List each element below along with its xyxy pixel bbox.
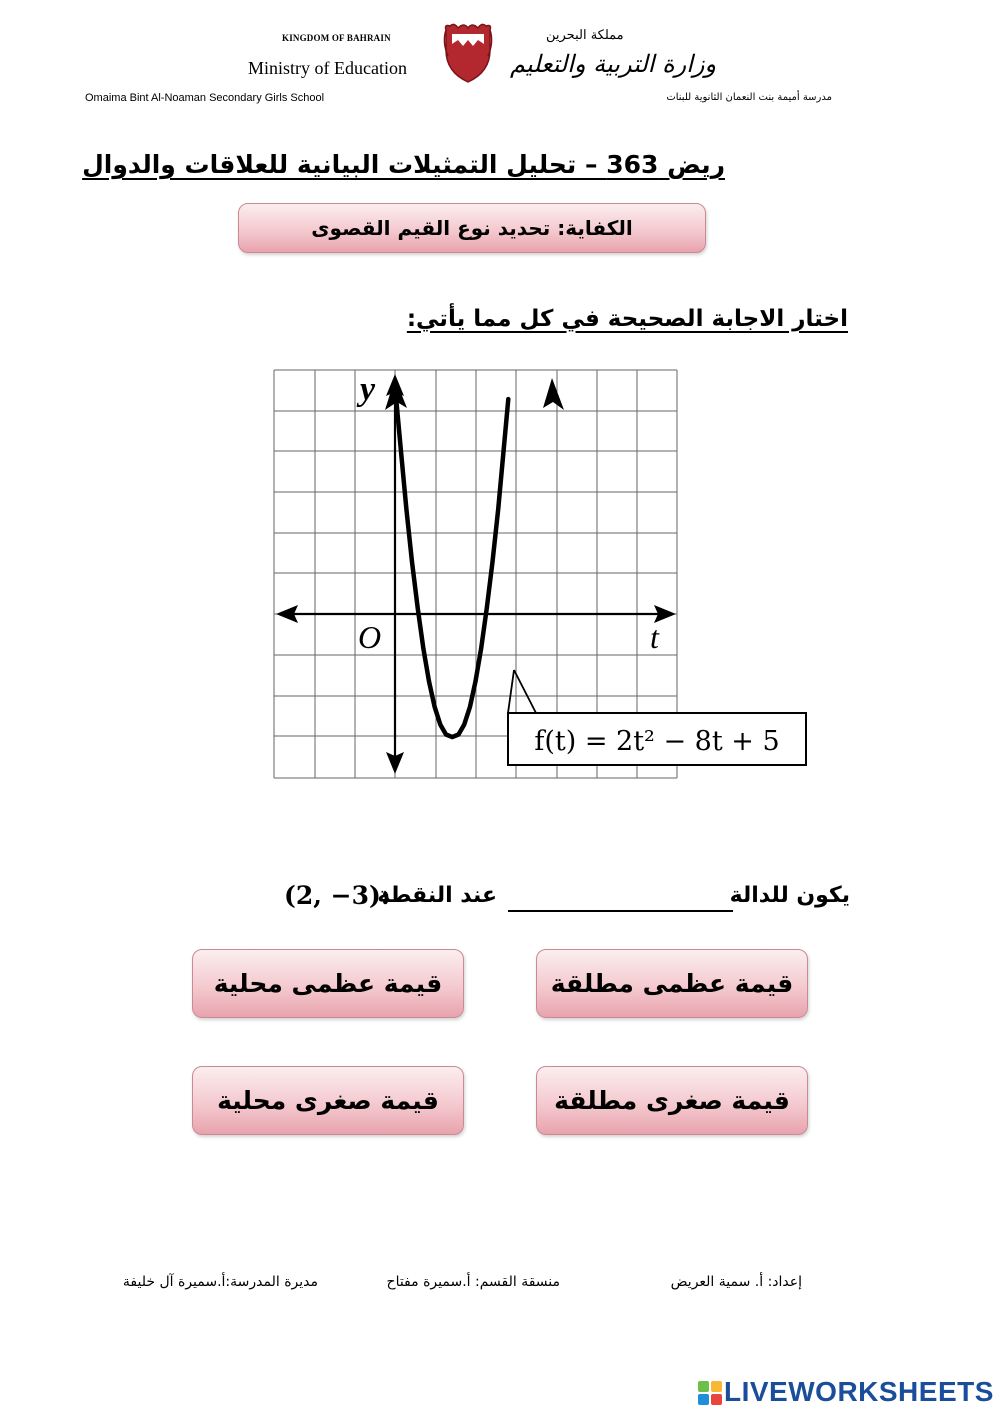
ministry-en: Ministry of Education	[248, 58, 407, 78]
choice-absolute-min-button[interactable]	[536, 1066, 808, 1135]
x-axis-label: t	[650, 619, 659, 655]
choice-label: قيمة عظمى محلية	[213, 969, 443, 998]
choice-absolute-max-button[interactable]	[536, 949, 808, 1018]
footer-coordinator: منسقة القسم: أ.سميرة مفتاح	[386, 1274, 560, 1290]
page-title: ريض 363 – تحليل التمثيلات البيانية للعلاقات والدوال	[82, 150, 725, 179]
ministry-ar: وزارة التربية والتعليم	[510, 50, 717, 78]
school-ar: مدرسة أميمة بنت النعمان الثانوية للبنات	[666, 92, 832, 103]
competency-text: الكفاية: تحديد نوع القيم القصوى	[311, 216, 633, 240]
y-axis-label: y	[360, 371, 376, 408]
parabola-curve	[396, 399, 508, 737]
instruction: اختار الاجابة الصحيحة في كل مما يأتي:	[406, 306, 848, 332]
question-point: (2, −3):	[284, 881, 391, 910]
footer-prepared-by: إعداد: أ. سمية العريض	[670, 1274, 802, 1290]
choice-local-min-button[interactable]	[192, 1066, 464, 1135]
bahrain-emblem-icon	[440, 22, 496, 84]
kingdom-ar: مملكة البحرين	[546, 28, 624, 43]
question-middle: عند النقطة	[377, 883, 497, 908]
function-graph	[270, 368, 810, 780]
watermark: LIVEWORKSHEETS	[724, 1376, 994, 1407]
question-prefix: يكون للدالة	[729, 883, 850, 908]
answer-blank[interactable]	[508, 910, 733, 912]
choice-label: قيمة عظمى مطلقة	[550, 969, 794, 998]
function-label: f(t) = 2t² − 8t + 5	[534, 726, 780, 757]
liveworksheets-logo-icon	[697, 1380, 723, 1406]
kingdom-en: KINGDOM OF BAHRAIN	[282, 33, 391, 43]
choice-label: قيمة صغرى محلية	[217, 1086, 439, 1115]
label-pointer	[508, 670, 536, 713]
choice-local-max-button[interactable]	[192, 949, 464, 1018]
origin-label: O	[358, 619, 382, 655]
competency-box	[238, 203, 706, 253]
school-en: Omaima Bint Al-Noaman Secondary Girls School	[85, 92, 325, 104]
footer-principal: مديرة المدرسة:أ.سميرة آل خليفة	[122, 1274, 318, 1290]
curve-right-arrow-icon	[543, 378, 564, 410]
choice-label: قيمة صغرى مطلقة	[554, 1086, 790, 1115]
